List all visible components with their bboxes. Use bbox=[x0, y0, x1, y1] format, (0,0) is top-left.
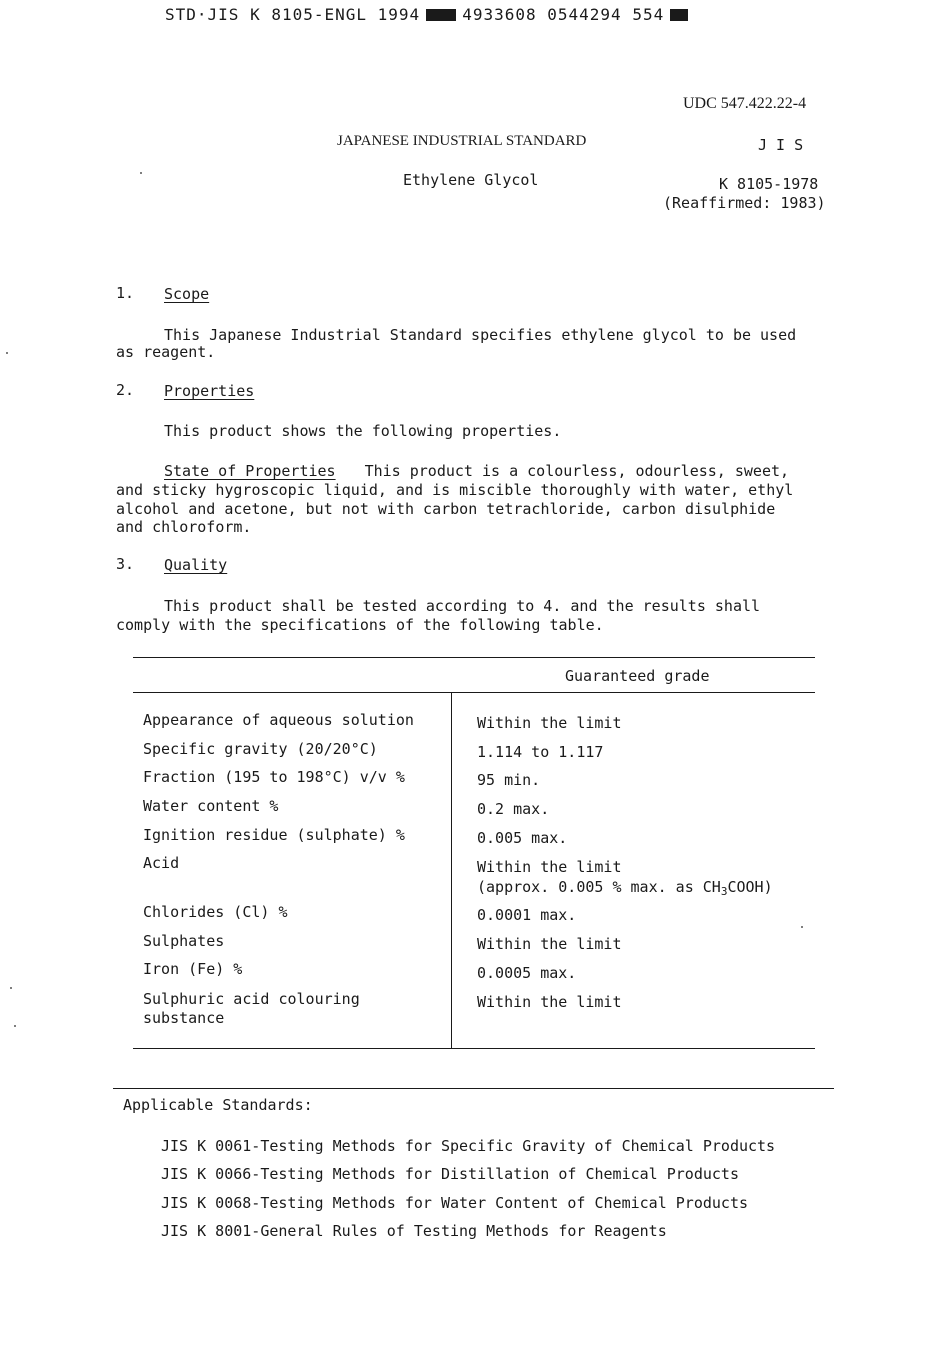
document-title: Ethylene Glycol bbox=[403, 171, 539, 189]
properties-intro: This product shows the following properties. bbox=[164, 422, 562, 440]
jis-mark: J I S bbox=[758, 136, 804, 154]
table-header-rule bbox=[133, 692, 815, 693]
table-value: 0.0001 max. bbox=[477, 906, 577, 924]
applicable-standards-heading: Applicable Standards: bbox=[123, 1096, 313, 1114]
state-of-properties-text-1: This product is a colourless, odourless, sweet, bbox=[364, 462, 790, 480]
table-value: 0.0005 max. bbox=[477, 964, 577, 982]
scope-text-line1: This Japanese Industrial Standard specifies ethylene glycol to be used bbox=[164, 326, 797, 344]
scan-speck bbox=[14, 1025, 16, 1027]
table-item: Specific gravity (20/20°C) bbox=[143, 740, 378, 758]
acid-note-subscript: 3 bbox=[720, 885, 728, 898]
reaffirmed-date: (Reaffirmed: 1983) bbox=[663, 194, 826, 212]
udc-code: UDC 547.422.22-4 bbox=[683, 95, 807, 112]
table-top-rule bbox=[133, 657, 815, 658]
applicable-standards-rule bbox=[113, 1088, 834, 1089]
table-item: Appearance of aqueous solution bbox=[143, 711, 414, 729]
standard-org: JAPANESE INDUSTRIAL STANDARD bbox=[337, 133, 587, 149]
table-column-header: Guaranteed grade bbox=[565, 667, 710, 685]
table-item: Sulphates bbox=[143, 932, 225, 950]
quality-text-line1: This product shall be tested according to 4. and the results shall bbox=[164, 597, 761, 615]
state-of-properties-line1 bbox=[164, 462, 789, 480]
table-value: Within the limit bbox=[477, 858, 622, 876]
acid-note bbox=[477, 878, 773, 898]
black-block-mark bbox=[426, 9, 456, 21]
state-of-properties-text-2: and sticky hygroscopic liquid, and is miscible thoroughly with water, ethyl bbox=[116, 481, 794, 499]
document-id-header bbox=[165, 5, 694, 24]
scan-speck bbox=[140, 172, 142, 174]
scan-speck bbox=[10, 987, 12, 989]
header-id-part2: 4933608 0544294 554 bbox=[462, 5, 665, 24]
header-id-part1: STD·JIS K 8105-ENGL 1994 bbox=[165, 5, 421, 24]
table-item: Ignition residue (sulphate) % bbox=[143, 826, 405, 844]
applicable-standard-item: JIS K 8001-General Rules of Testing Methods for Reagents bbox=[161, 1222, 667, 1240]
table-item: Sulphuric acid colouring bbox=[143, 990, 360, 1008]
section-number-quality: 3. bbox=[116, 555, 135, 573]
table-value: 0.2 max. bbox=[477, 800, 550, 818]
standard-number: K 8105-1978 bbox=[719, 175, 819, 193]
table-column-divider bbox=[451, 693, 452, 1048]
applicable-standard-item: JIS K 0068-Testing Methods for Water Content of Chemical Products bbox=[161, 1194, 748, 1212]
acid-note-suffix: COOH) bbox=[727, 878, 773, 896]
section-heading-scope: Scope bbox=[164, 285, 210, 303]
table-item: Fraction (195 to 198°C) v/v % bbox=[143, 768, 405, 786]
quality-text-line2: comply with the specifications of the following table. bbox=[116, 616, 604, 634]
table-item-continuation: substance bbox=[143, 1009, 225, 1027]
table-item: Water content % bbox=[143, 797, 279, 815]
section-heading-properties: Properties bbox=[164, 382, 255, 400]
applicable-standard-item: JIS K 0066-Testing Methods for Distillation of Chemical Products bbox=[161, 1165, 739, 1183]
table-value: 1.114 to 1.117 bbox=[477, 743, 604, 761]
table-value: Within the limit bbox=[477, 714, 622, 732]
table-value: 95 min. bbox=[477, 771, 541, 789]
table-item: Acid bbox=[143, 854, 180, 872]
acid-note-prefix: (approx. 0.005 % max. as CH bbox=[477, 878, 721, 896]
state-of-properties-text-3: alcohol and acetone, but not with carbon tetrachloride, carbon disulphide bbox=[116, 500, 776, 518]
table-value: Within the limit bbox=[477, 935, 622, 953]
section-heading-quality: Quality bbox=[164, 556, 228, 574]
table-value: 0.005 max. bbox=[477, 829, 568, 847]
black-block-mark bbox=[670, 9, 688, 21]
state-of-properties-text-4: and chloroform. bbox=[116, 518, 252, 536]
table-value: Within the limit bbox=[477, 993, 622, 1011]
scope-text-line2: as reagent. bbox=[116, 343, 216, 361]
applicable-standard-item: JIS K 0061-Testing Methods for Specific Gravity of Chemical Products bbox=[161, 1137, 776, 1155]
section-number-scope: 1. bbox=[116, 284, 135, 302]
section-number-properties: 2. bbox=[116, 381, 135, 399]
scan-speck bbox=[6, 352, 8, 354]
table-bottom-rule bbox=[133, 1048, 815, 1049]
table-item: Chlorides (Cl) % bbox=[143, 903, 288, 921]
table-item: Iron (Fe) % bbox=[143, 960, 243, 978]
scan-speck bbox=[801, 926, 803, 928]
state-of-properties-subheading: State of Properties bbox=[164, 462, 336, 480]
